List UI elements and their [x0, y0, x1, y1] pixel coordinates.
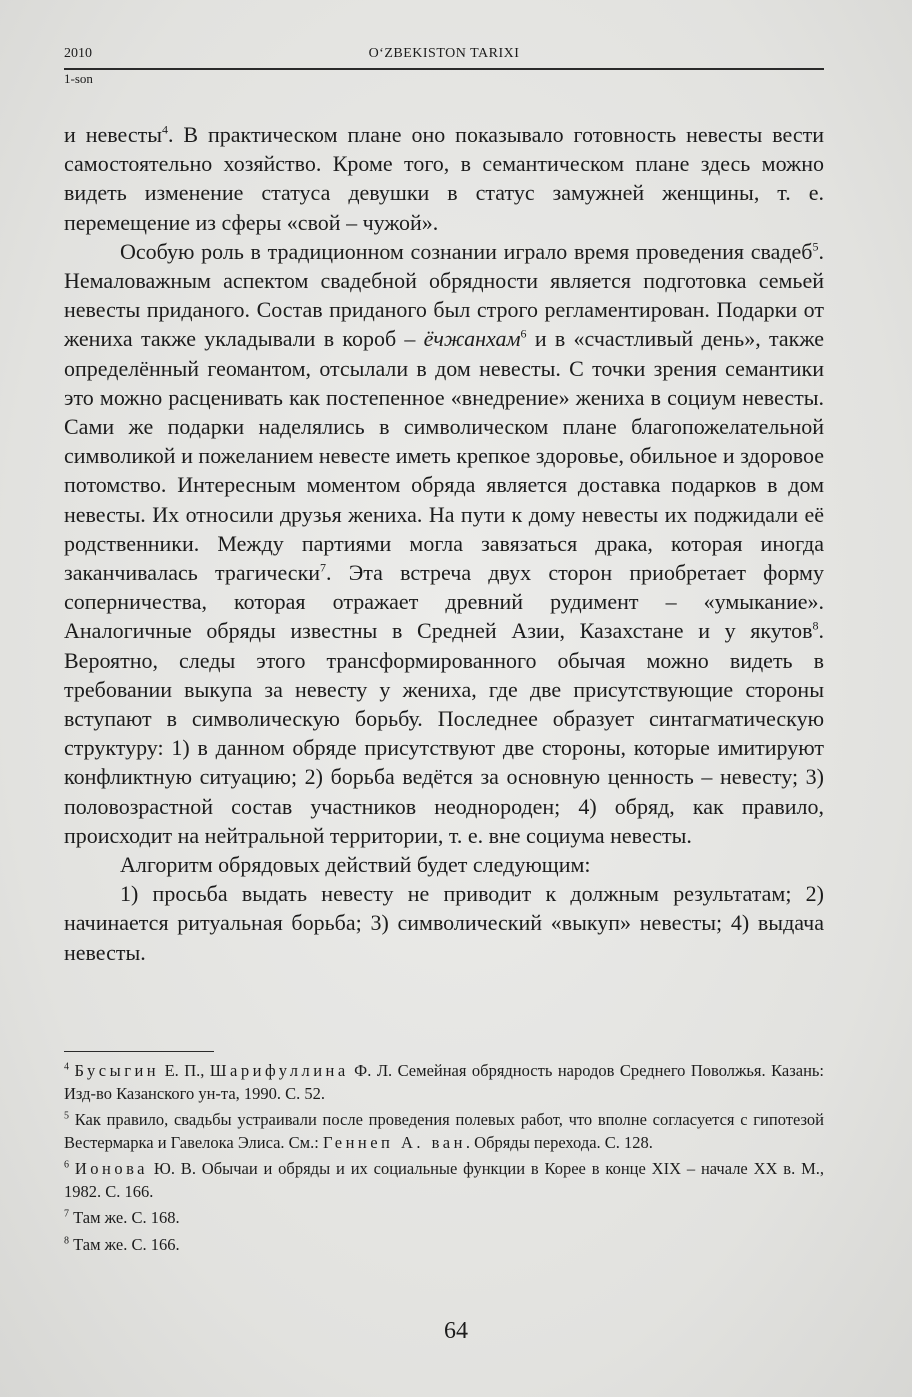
text-run: . Немаловажным аспектом свадебной обрядности является подготовка семьей невесты приданого. Состав приданого был строго регламентирован. Подарки от жениха также укладывали в короб – [64, 238, 824, 352]
author-surname: Геннеп А. ван [322, 1132, 466, 1152]
author-surname: Бусыгин [74, 1061, 160, 1080]
footnote [64, 1207, 824, 1230]
text-run: Особую роль в традиционном сознании играло время проведения свадеб [120, 238, 813, 264]
page-number: 64 [444, 1318, 468, 1344]
author-surname: Шарифуллина [209, 1061, 349, 1080]
footnote-ref: 4 [161, 122, 168, 137]
text-run: Как правило, свадьбы устраивали после проведения полевых работ, что вполне согласуется с гипотезой Вестермарка и Гавелока Элиса. См.: [64, 1110, 824, 1152]
footnote-ref: 6 [64, 1159, 69, 1171]
header-journal-title: O‘ZBEKISTON TARIXI [368, 46, 520, 61]
footnote [64, 1109, 824, 1154]
footnote-ref: 5 [812, 239, 819, 254]
text-run: . Эта встреча двух сторон приобретает форму соперничества, которая отражает древний рудимент – «умыкание». Аналогичные обряды известны в Средней Азии, Казахстане и у якутов [64, 560, 824, 644]
text-run: Там же. С. 166. [69, 1234, 180, 1254]
footnote-ref: 8 [812, 619, 819, 634]
paragraph [64, 879, 824, 967]
italic-term: ёчжанхам [423, 326, 521, 352]
text-run: и невесты [64, 122, 162, 147]
footnote [64, 1060, 824, 1105]
paragraph [64, 850, 824, 879]
footnotes [64, 1060, 824, 1260]
footnote [64, 1234, 824, 1257]
text-run: . Вероятно, следы этого трансформированного обычая можно видеть в требовании выкупа за невесту у жениха, где две присутствующие стороны вступают в символическую борьбу. Последнее образует синтагматическую структуру: 1) в данном обряде присутствуют две стороны, которые имитируют конфликтную ситуацию; 2) борьба ведётся за основную ценность – невесту; 3) половозрастной состав участников неоднороден; 4) обряд, как правило, происходит на нейтральной территории, т. е. вне социума невесты. [64, 618, 824, 848]
footnote-separator [64, 1051, 214, 1052]
text-run: Алгоритм обрядовых действий будет следующим: [120, 852, 591, 878]
text-run: 1) просьба выдать невесту не приводит к должным результатам; 2) начинается ритуальная борьба; 3) символический «выкуп» невесты; 4) выдача невесты. [64, 881, 824, 965]
header-rule [64, 68, 824, 70]
text-run: Ю. В. Обычаи и обряды и их социальные функции в Корее в конце XIX – начале XX в. М., 1982. С. 166. [64, 1159, 824, 1201]
footnote [64, 1158, 824, 1203]
paragraph [64, 237, 824, 850]
main-text [64, 120, 824, 967]
paragraph [64, 120, 824, 237]
text-run: . Обряды перехода. С. 128. [465, 1132, 653, 1152]
footnote-ref: 5 [64, 1110, 69, 1122]
footnote-ref: 8 [64, 1235, 69, 1246]
text-run: Е. П., [159, 1061, 210, 1080]
footnote-ref: 7 [64, 1208, 69, 1220]
text-run: . В практическом плане оно показывало готовность невесты вести самостоятельно хозяйство. Кроме того, в семантическом плане здесь можно видеть изменение статуса девушки в статус замужней женщины, т. е. перемещение из сферы «свой – чужой». [64, 122, 824, 235]
footnote-ref: 4 [64, 1061, 69, 1073]
header-year: 2010 [64, 46, 92, 61]
author-surname: Ионова [74, 1159, 149, 1178]
text-run: Там же. С. 168. [69, 1208, 180, 1227]
footnote-ref: 6 [520, 327, 527, 342]
text-run: Ф. Л. Семейная обрядность народов Среднего Поволжья. Казань: Изд-во Казанского ун-та, 1990. С. 52. [64, 1061, 825, 1103]
running-header [64, 44, 824, 84]
text-run: и в «счастливый день», также определённый геомантом, отсылали в дом невесты. С точки зрения семантики это можно расценивать как постепенное «внедрение» жениха в социум невесты. Сами же подарки наделялись в символическом плане благопожелательной символикой и пожеланием невесте иметь крепкое здоровье, обильное и здоровое потомство. Интересным моментом обряда является доставка подарков в дом невесты. Их относили друзья жениха. На пути к дому невесты их поджидали её родственники. Между партиями могла завязаться драка, которая иногда заканчивалась трагически [64, 326, 824, 586]
footnote-ref: 7 [320, 560, 327, 575]
header-issue: 1-son [64, 71, 93, 86]
